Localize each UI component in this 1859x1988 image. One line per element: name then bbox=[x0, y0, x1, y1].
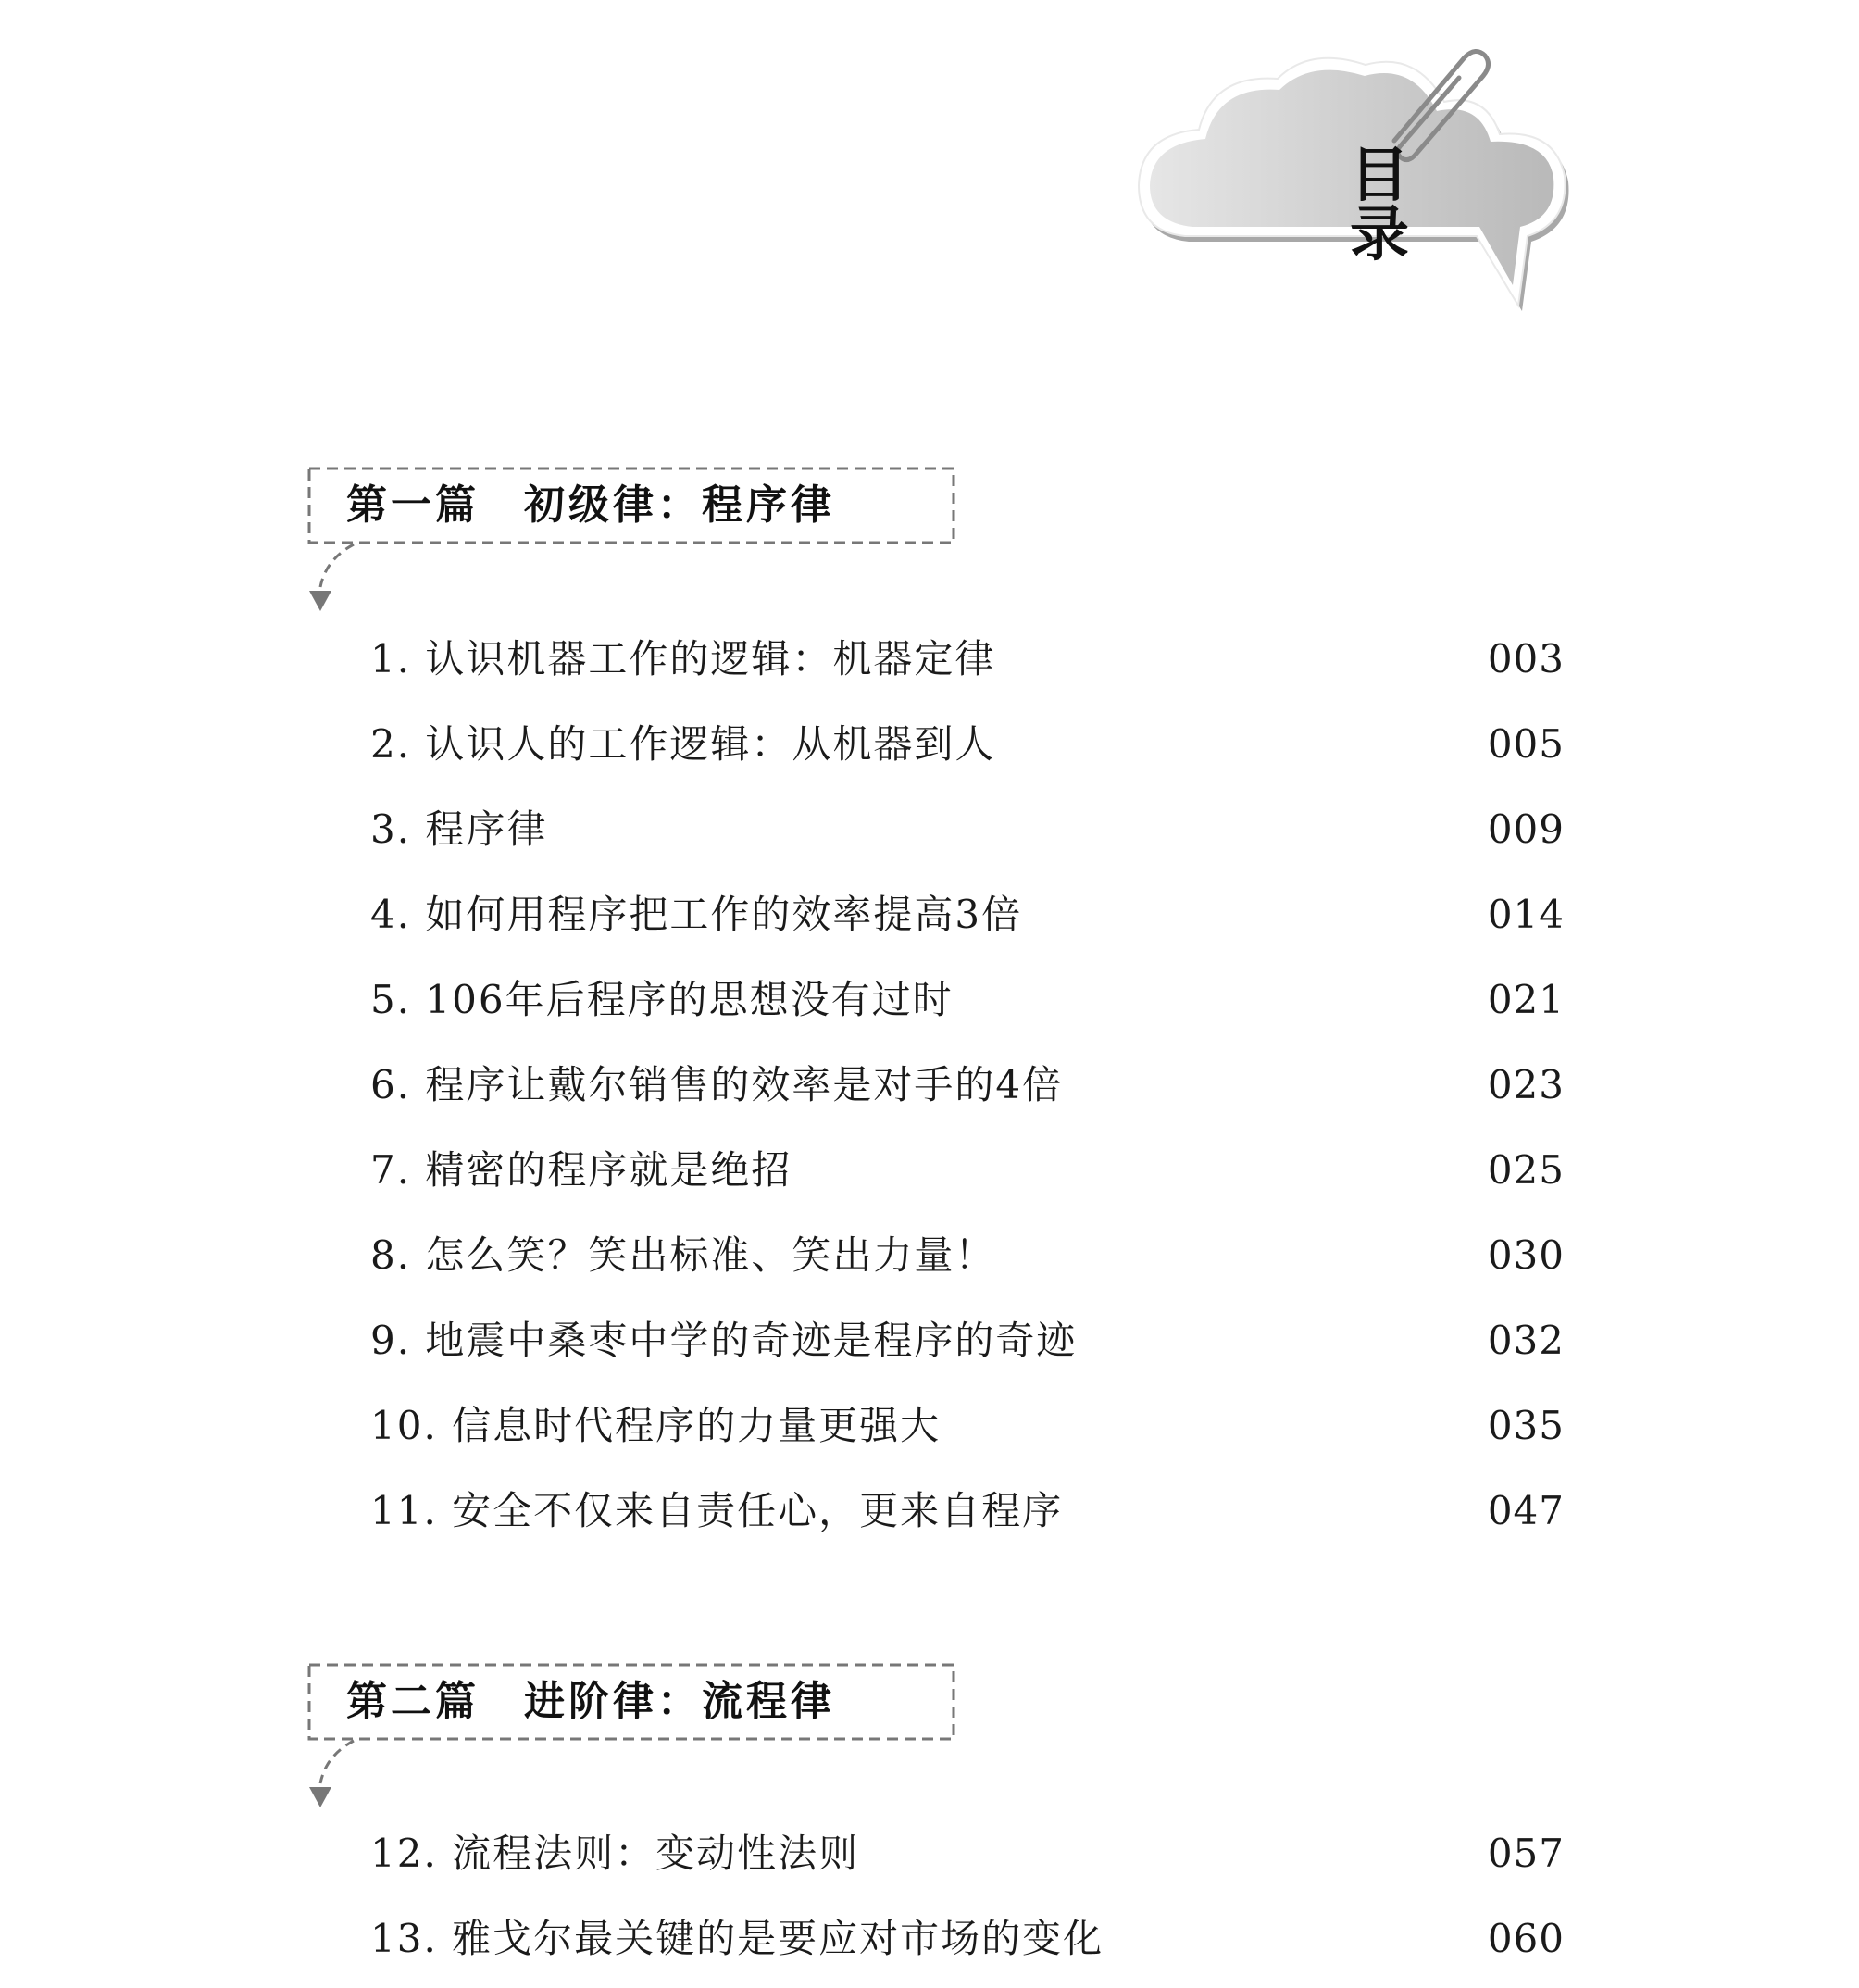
toc-entry[interactable] bbox=[370, 787, 1565, 872]
toc-entry[interactable] bbox=[370, 1213, 1565, 1298]
entry-title: 2. 认识人的工作逻辑：从机器到人 bbox=[370, 721, 996, 767]
entry-page-number: 003 bbox=[1487, 636, 1565, 681]
entry-title: 5. 106年后程序的思想没有过时 bbox=[370, 977, 954, 1022]
entry-page-number: 009 bbox=[1487, 806, 1565, 852]
toc-entry[interactable] bbox=[370, 617, 1565, 702]
entry-page-number: 025 bbox=[1487, 1147, 1565, 1193]
toc-entry[interactable] bbox=[370, 1811, 1565, 1896]
entry-page-number: 023 bbox=[1487, 1062, 1565, 1107]
toc-entry[interactable] bbox=[370, 1043, 1565, 1128]
toc-title: 目录 bbox=[1350, 142, 1466, 269]
section-title: 第一篇 初级律：程序律 bbox=[346, 481, 835, 529]
entry-title: 11. 安全不仅来自责任心，更来自程序 bbox=[370, 1488, 1064, 1533]
entry-title: 10. 信息时代程序的力量更强大 bbox=[370, 1403, 942, 1448]
toc-entry[interactable] bbox=[370, 1128, 1565, 1213]
entry-title: 1. 认识机器工作的逻辑：机器定律 bbox=[370, 636, 996, 681]
toc-entry[interactable] bbox=[370, 1469, 1565, 1554]
toc-list-section-2 bbox=[370, 1811, 1565, 1982]
entry-page-number: 047 bbox=[1487, 1488, 1565, 1533]
section-title: 第二篇 进阶律：流程律 bbox=[346, 1678, 835, 1725]
entry-title: 3. 程序律 bbox=[370, 806, 548, 852]
section-header-2 bbox=[307, 1663, 955, 1811]
entry-page-number: 030 bbox=[1487, 1232, 1565, 1278]
entry-title: 7. 精密的程序就是绝招 bbox=[370, 1147, 792, 1193]
entry-page-number: 032 bbox=[1487, 1318, 1565, 1363]
toc-entry[interactable] bbox=[370, 1383, 1565, 1469]
toc-list-section-1 bbox=[370, 617, 1565, 1554]
toc-entry[interactable] bbox=[370, 702, 1565, 787]
section-header-1 bbox=[307, 467, 955, 615]
entry-page-number: 057 bbox=[1487, 1831, 1565, 1876]
toc-entry[interactable] bbox=[370, 1298, 1565, 1383]
entry-page-number: 035 bbox=[1487, 1403, 1565, 1448]
entry-title: 4. 如何用程序把工作的效率提高3倍 bbox=[370, 892, 1023, 937]
entry-page-number: 060 bbox=[1487, 1916, 1565, 1961]
toc-entry[interactable] bbox=[370, 957, 1565, 1043]
entry-title: 8. 怎么笑？笑出标准、笑出力量！ bbox=[370, 1232, 996, 1278]
toc-entry[interactable] bbox=[370, 1896, 1565, 1982]
entry-page-number: 021 bbox=[1487, 977, 1565, 1022]
entry-title: 9. 地震中桑枣中学的奇迹是程序的奇迹 bbox=[370, 1318, 1078, 1363]
entry-page-number: 014 bbox=[1487, 892, 1565, 937]
toc-entry[interactable] bbox=[370, 872, 1565, 957]
entry-title: 12. 流程法则：变动性法则 bbox=[370, 1831, 860, 1876]
entry-page-number: 005 bbox=[1487, 721, 1565, 767]
title-cloud bbox=[1120, 37, 1602, 324]
entry-title: 13. 雅戈尔最关键的是要应对市场的变化 bbox=[370, 1916, 1104, 1961]
entry-title: 6. 程序让戴尔销售的效率是对手的4倍 bbox=[370, 1062, 1064, 1107]
